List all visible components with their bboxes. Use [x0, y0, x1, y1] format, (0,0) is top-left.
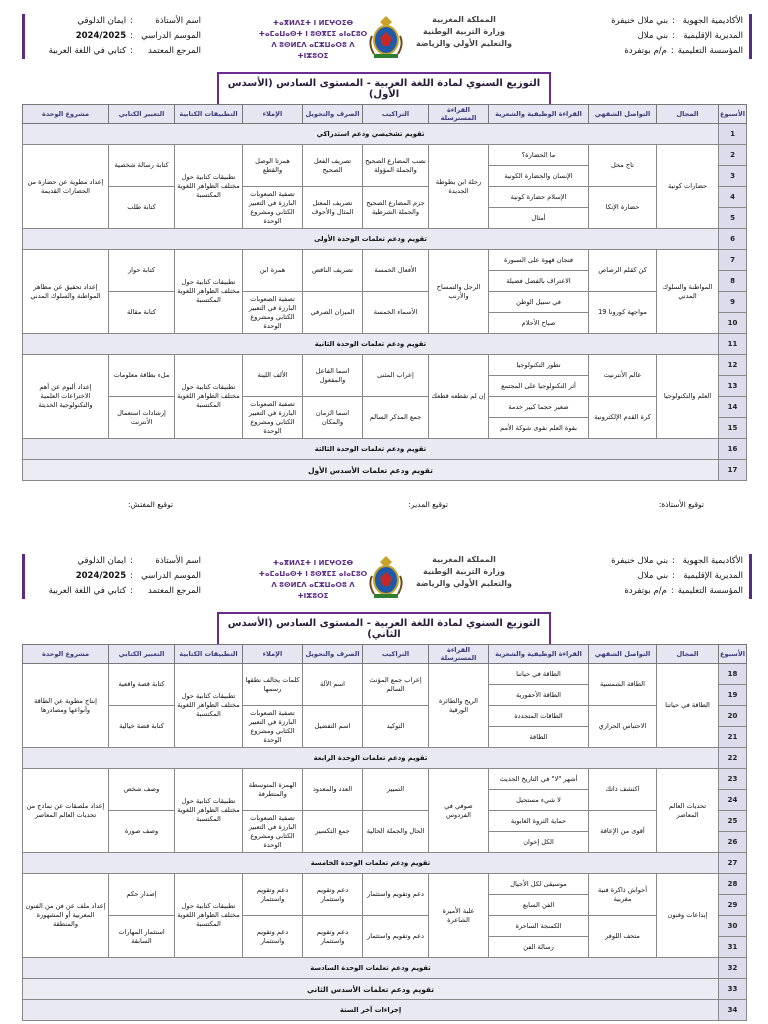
week-number-cell: 12	[719, 355, 747, 376]
info-text: والتعليم الأولي والرياضة	[416, 579, 512, 588]
info-text: ايمان الدلوقي	[77, 556, 127, 566]
table-header-row	[23, 645, 747, 664]
document-header	[0, 548, 768, 606]
table-cell: دعم وتقويم واستثمار	[363, 916, 429, 958]
info-row	[31, 584, 201, 599]
column-header: القراءة المسترسلة	[429, 645, 489, 664]
table-cell: تطبيقات كتابية حول مختلف الظواهر اللغوية المكتسبة	[175, 664, 243, 748]
info-text: ⵜⴰⴳⵍⴷⵉⵜ ⵏ ⵍⵎⵖⵔⵉⴱ	[272, 19, 354, 27]
info-label: المؤسسة التعليمية	[677, 586, 743, 596]
table-cell: الهمزة المتوسطة والمتطرفة	[243, 769, 303, 811]
table-cell: كرة القدم الإلكترونية	[589, 397, 657, 439]
table-cell: إنتاج مطوية عن الطاقة وأنواعها ومصادرها	[23, 664, 109, 748]
table-cell: تقويم ودعم تعلمات الوحدة السادسة	[23, 958, 719, 979]
table-cell: تقويم ودعم تعلمات الوحدة الخامسة	[23, 853, 719, 874]
table-cell: استثمار المهارات السابقة	[109, 916, 175, 958]
table-cell: تقويم ودعم تعلمات الوحدة الأولى	[23, 229, 719, 250]
table-cell: كتابة طلب	[109, 187, 175, 229]
table-cell: إن لم تقطعه قطعك	[429, 355, 489, 439]
table-cell: دعم وتقويم واستثمار	[363, 874, 429, 916]
teacher-signature-label: توقيع الأستاذة:	[658, 500, 704, 509]
column-header: القراءة الوظيفية والشعرية	[489, 105, 589, 124]
table-cell: تقويم ودعم تعلمات الوحدة الثانية	[23, 334, 719, 355]
semester-1-section	[0, 8, 768, 509]
table-cell: إعداد مطوية عن حضارة من الحضارات القديمة	[23, 145, 109, 229]
table-cell: إرشادات استعمال الأنترنت	[109, 397, 175, 439]
inspector-signature-label: توقيع المفتش:	[128, 500, 174, 509]
table-row	[23, 439, 747, 460]
column-header: الصرف والتحويل	[303, 105, 363, 124]
info-text: :	[670, 586, 674, 596]
moroccan-emblem-icon	[366, 554, 406, 600]
table-row	[23, 748, 747, 769]
table-cell: صغير حجما كبير خدمة	[489, 397, 589, 418]
table-row	[23, 664, 747, 685]
table-header-row	[23, 105, 747, 124]
table-cell: العدد والمعدود	[303, 769, 363, 811]
info-label: المرجع المعتمد	[148, 586, 201, 596]
info-text: ⵜⴰⵎⴰⵡⴰⵙⵜ ⵏ ⵓⵙⴳⵎⵉ ⴰⵏⴰⵎⵓⵔ	[258, 30, 368, 38]
info-text: م/م بوتفردة	[624, 586, 667, 596]
table-cell: ملء بطاقة معلومات	[109, 355, 175, 397]
table-row	[23, 334, 747, 355]
table-row	[23, 1000, 747, 1021]
info-row	[31, 14, 201, 29]
table-cell: علبة الأميرة الشاعرة	[429, 874, 489, 958]
ministry-logo-block	[258, 554, 514, 602]
week-number-cell: 30	[719, 916, 747, 937]
table-cell: تصفية الصعوبات البارزة في التعبير الكتابي ومشروع الوحدة	[243, 811, 303, 853]
table-cell: أقوى من الإعاقة	[589, 811, 657, 853]
semester-2-table	[22, 644, 747, 1021]
info-text: ⵜⴰⴳⵍⴷⵉⵜ ⵏ ⵍⵎⵖⵔⵉⴱ	[272, 559, 354, 567]
info-text: :	[672, 571, 675, 581]
table-cell: تطبيقات كتابية حول مختلف الظواهر اللغوية المكتسبة	[175, 145, 243, 229]
table-cell: دعم وتقويم واستثمار	[243, 874, 303, 916]
table-cell: كتابة حوار	[109, 250, 175, 292]
column-header: التطبيقات الكتابية	[175, 645, 243, 664]
table-cell: تصفية الصعوبات البارزة في التعبير الكتابي ومشروع الوحدة	[243, 292, 303, 334]
info-label: اسم الأستاذة	[155, 556, 201, 566]
info-text: :	[130, 16, 133, 26]
week-number-cell: 28	[719, 874, 747, 895]
table-cell: أمثال	[489, 208, 589, 229]
table-cell: لا شيء مستحيل	[489, 790, 589, 811]
column-header: القراءة الوظيفية والشعرية	[489, 645, 589, 664]
column-header: التعبير الكتابي	[109, 105, 175, 124]
column-header: التراكيب	[363, 105, 429, 124]
table-cell: نصب المضارع الصحيح والجملة المؤولة	[363, 145, 429, 187]
table-cell: همزة ابن	[243, 250, 303, 292]
week-number-cell: 13	[719, 376, 747, 397]
week-number-cell: 26	[719, 832, 747, 853]
info-label: الأكاديمية الجهوية	[682, 556, 743, 566]
table-cell: إبداعات وفنون	[657, 874, 719, 958]
week-number-cell: 3	[719, 166, 747, 187]
week-number-cell: 4	[719, 187, 747, 208]
info-text: 2024/2025	[75, 571, 127, 581]
table-cell: همزتا الوصل والقطع	[243, 145, 303, 187]
column-header: مشروع الوحدة	[23, 645, 109, 664]
week-number-cell: 2	[719, 145, 747, 166]
table-cell: التمييز	[363, 769, 429, 811]
column-header: مشروع الوحدة	[23, 105, 109, 124]
table-cell: إعراب جمع المؤنث السالم	[363, 664, 429, 706]
table-cell: حماية الثروة الغابوية	[489, 811, 589, 832]
table-row	[23, 958, 747, 979]
table-cell: صوفي في الفردوس	[429, 769, 489, 853]
table-cell: حضارات كونية	[657, 145, 719, 229]
table-cell: كتابة مقالة	[109, 292, 175, 334]
director-signature-label: توقيع المدير:	[408, 500, 448, 509]
info-text: ⴷ ⵓⵙⵍⵎⴷ ⴰⵎⵣⵡⴰⵔⵓ ⴷ ⵜⵏⵣⵓⵔⵉ	[271, 581, 355, 600]
week-number-cell: 20	[719, 706, 747, 727]
table-cell: الطاقة	[489, 727, 589, 748]
table-cell: الإنسان والحضارة الكونية	[489, 166, 589, 187]
table-cell: الطاقات المتجددة	[489, 706, 589, 727]
table-cell: جمع التكسير	[303, 811, 363, 853]
info-text: كتابي في اللغة العربية	[48, 586, 127, 596]
week-number-cell: 19	[719, 685, 747, 706]
week-number-cell: 27	[719, 853, 747, 874]
table-cell: الحال والجملة الحالية	[363, 811, 429, 853]
info-row	[563, 554, 743, 569]
info-text: 2024/2025	[75, 31, 127, 41]
table-cell: الكمنجة الساحرة	[489, 916, 589, 937]
table-cell: كتابة قصة واقعية	[109, 664, 175, 706]
table-row	[23, 769, 747, 790]
table-cell: الألف اللينة	[243, 355, 303, 397]
info-text: والتعليم الأولي والرياضة	[416, 39, 512, 48]
info-text: بني ملال	[637, 31, 669, 41]
table-row	[23, 124, 747, 145]
table-cell: في سبيل الوطن	[489, 292, 589, 313]
info-label: اسم الأستاذة	[155, 16, 201, 26]
table-cell: تطبيقات كتابية حول مختلف الظواهر اللغوية المكتسبة	[175, 874, 243, 958]
table-cell: تصفية الصعوبات البارزة في التعبير الكتابي ومشروع الوحدة	[243, 397, 303, 439]
table-row	[23, 355, 747, 376]
table-row	[23, 187, 747, 208]
ministry-name-tifinagh	[258, 18, 368, 62]
week-number-cell: 5	[719, 208, 747, 229]
info-text: ايمان الدلوقي	[77, 16, 127, 26]
week-number-cell: 34	[719, 1000, 747, 1021]
week-number-cell: 10	[719, 313, 747, 334]
week-number-cell: 32	[719, 958, 747, 979]
table-cell: الاعتراف بالفضل فضيلة	[489, 271, 589, 292]
document-header	[0, 8, 768, 66]
info-text: م/م بوتفردة	[624, 46, 667, 56]
moroccan-emblem-icon	[366, 14, 406, 60]
table-cell: فنجان قهوة على السبورة	[489, 250, 589, 271]
info-text: :	[670, 46, 674, 56]
table-row	[23, 229, 747, 250]
ministry-name-arabic	[414, 14, 514, 50]
table-cell: إصدار حكم	[109, 874, 175, 916]
table-row	[23, 292, 747, 313]
table-cell: دعم وتقويم واستثمار	[303, 874, 363, 916]
table-cell: بقوة العلم نقوى شوكة الأمم	[489, 418, 589, 439]
column-header: التواصل الشفهي	[589, 645, 657, 664]
column-header: الأسبوع	[719, 105, 747, 124]
table-cell: الإسلام حضارة كونية	[489, 187, 589, 208]
table-row	[23, 853, 747, 874]
table-cell: الرجل والتمساح والأرنب	[429, 250, 489, 334]
column-header: الصرف والتحويل	[303, 645, 363, 664]
table-cell: تصريف الناقص	[303, 250, 363, 292]
info-label: المديرية الإقليمية	[683, 31, 743, 41]
table-cell: الأفعال الخمسة	[363, 250, 429, 292]
table-cell: أثر التكنولوجيا على المجتمع	[489, 376, 589, 397]
table-cell: إعداد ملف عن فن من الفنون المغربية أو المشهورة والمنطقة	[23, 874, 109, 958]
info-row	[563, 569, 743, 584]
week-number-cell: 14	[719, 397, 747, 418]
week-number-cell: 8	[719, 271, 747, 292]
table-cell: إعداد تحقيق عن مظاهر المواطنة والسلوك المدني	[23, 250, 109, 334]
info-text: بني ملال	[637, 571, 669, 581]
info-text: :	[130, 571, 133, 581]
table-cell: الاحتباس الحراري	[589, 706, 657, 748]
table-cell: اسما الفاعل والمفعول	[303, 355, 363, 397]
table-row	[23, 874, 747, 895]
table-cell: دعم وتقويم واستثمار	[243, 916, 303, 958]
info-text: المملكة المغربية	[432, 555, 496, 564]
semester-2-title: التوزيع السنوي لمادة اللغة العربية - المستوى السادس (الأسدس الثاني)	[217, 612, 551, 647]
table-cell: تصفية الصعوبات البارزة في التعبير الكتابي ومشروع الوحدة	[243, 187, 303, 229]
info-label: الموسم الدراسي	[141, 31, 201, 41]
week-number-cell: 16	[719, 439, 747, 460]
week-number-cell: 29	[719, 895, 747, 916]
table-cell: أحواش ذاكرة فنية مغربية	[589, 874, 657, 916]
table-row	[23, 460, 747, 481]
week-number-cell: 18	[719, 664, 747, 685]
ministry-logo-block	[258, 14, 514, 62]
info-row	[563, 44, 743, 59]
table-cell: إجراءات آخر السنة	[23, 1000, 719, 1021]
info-text: بني ملال خنيفرة	[611, 556, 669, 566]
info-row	[563, 29, 743, 44]
table-cell: تطبيقات كتابية حول مختلف الظواهر اللغوية المكتسبة	[175, 355, 243, 439]
info-text: ⵜⴰⵎⴰⵡⴰⵙⵜ ⵏ ⵓⵙⴳⵎⵉ ⴰⵏⴰⵎⵓⵔ	[258, 570, 368, 578]
table-cell: اسما الزمان والمكان	[303, 397, 363, 439]
table-cell: دعم وتقويم واستثمار	[303, 916, 363, 958]
info-text: المملكة المغربية	[432, 15, 496, 24]
table-cell: الطاقة في حياتنا	[489, 664, 589, 685]
table-cell: كتابة قصة خيالية	[109, 706, 175, 748]
table-cell: تصفية الصعوبات البارزة في التعبير الكتابي ومشروع الوحدة	[243, 706, 303, 748]
week-number-cell: 31	[719, 937, 747, 958]
column-header: القراءة المسترسلة	[429, 105, 489, 124]
table-cell: الكل إخوان	[489, 832, 589, 853]
table-cell: العلم والتكنولوجيا	[657, 355, 719, 439]
info-text: :	[672, 31, 675, 41]
info-text: :	[130, 46, 133, 56]
table-cell: الأسماء الخمسة	[363, 292, 429, 334]
table-cell: متحف اللوفر	[589, 916, 657, 958]
info-row	[563, 584, 743, 599]
info-row	[31, 569, 201, 584]
week-number-cell: 24	[719, 790, 747, 811]
week-number-cell: 17	[719, 460, 747, 481]
table-cell: تقويم ودعم تعلمات الأسدس الثاني	[23, 979, 719, 1000]
table-cell: تقويم تشخيصي ودعم استدراكي	[23, 124, 719, 145]
table-cell: اسم الآلة	[303, 664, 363, 706]
semester-1-title: التوزيع السنوي لمادة اللغة العربية - المستوى السادس (الأسدس الأول)	[217, 72, 551, 107]
table-cell: حضارة الإنكا	[589, 187, 657, 229]
table-cell: تاج محل	[589, 145, 657, 187]
table-cell: تقويم ودعم تعلمات الوحدة الرابعة	[23, 748, 719, 769]
table-cell: ما الحضارة؟	[489, 145, 589, 166]
info-label: الأكاديمية الجهوية	[682, 16, 743, 26]
table-cell: تطبيقات كتابية حول مختلف الظواهر اللغوية المكتسبة	[175, 769, 243, 853]
week-number-cell: 33	[719, 979, 747, 1000]
table-cell: مواجهة كورونا 19	[589, 292, 657, 334]
column-header: التواصل الشفهي	[589, 105, 657, 124]
teacher-info	[22, 554, 201, 599]
table-cell: تصريف الفعل الصحيح	[303, 145, 363, 187]
info-text: وزارة التربية الوطنية	[422, 567, 505, 576]
table-cell: كن كقلم الرصاص	[589, 250, 657, 292]
info-row	[31, 554, 201, 569]
table-cell: كلمات يخالف نطقها رسمها	[243, 664, 303, 706]
info-text: :	[672, 556, 675, 566]
table-row	[23, 979, 747, 1000]
table-cell: رحلة ابن بطوطة الجديدة	[429, 145, 489, 229]
week-number-cell: 9	[719, 292, 747, 313]
table-cell: تطور التكنولوجيا	[489, 355, 589, 376]
table-row	[23, 397, 747, 418]
week-number-cell: 23	[719, 769, 747, 790]
table-cell: المواطنة والسلوك المدني	[657, 250, 719, 334]
info-label: الموسم الدراسي	[141, 571, 201, 581]
column-header: الإملاء	[243, 645, 303, 664]
institution-info	[563, 14, 752, 59]
table-cell: رسالة الفن	[489, 937, 589, 958]
table-cell: أشهر "لا" في التاريخ الحديث	[489, 769, 589, 790]
teacher-info	[22, 14, 201, 59]
table-row	[23, 706, 747, 727]
info-text: وزارة التربية الوطنية	[422, 27, 505, 36]
info-label: المديرية الإقليمية	[683, 571, 743, 581]
column-header: المجال	[657, 105, 719, 124]
week-number-cell: 7	[719, 250, 747, 271]
week-number-cell: 21	[719, 727, 747, 748]
table-cell: إعداد ملصقات عن نماذج من تحديات العالم المعاصر	[23, 769, 109, 853]
table-cell: جزم المضارع الصحيح والجملة الشرطية	[363, 187, 429, 229]
table-cell: الريح والطائرة الورقية	[429, 664, 489, 748]
institution-info	[563, 554, 752, 599]
table-cell: صباح الأحلام	[489, 313, 589, 334]
table-cell: تقويم ودعم تعلمات الوحدة الثالثة	[23, 439, 719, 460]
table-cell: الفن السابع	[489, 895, 589, 916]
table-cell: اكتشف ذاتك	[589, 769, 657, 811]
table-cell: وصف صورة	[109, 811, 175, 853]
week-number-cell: 11	[719, 334, 747, 355]
table-cell: اسم التفضيل	[303, 706, 363, 748]
table-cell: موسيقى لكل الأجيال	[489, 874, 589, 895]
table-cell: إعراب المثنى	[363, 355, 429, 397]
table-cell: إعداد ألبوم عن أهم الاختراعات العلمية والتكنولوجية الحديثة	[23, 355, 109, 439]
info-text: :	[130, 31, 133, 41]
ministry-name-tifinagh	[258, 558, 368, 602]
info-text: ⴷ ⵓⵙⵍⵎⴷ ⴰⵎⵣⵡⴰⵔⵓ ⴷ ⵜⵏⵣⵓⵔⵉ	[271, 41, 355, 60]
info-text: بني ملال خنيفرة	[611, 16, 669, 26]
info-text: كتابي في اللغة العربية	[48, 46, 127, 56]
table-cell: جمع المذكر السالم	[363, 397, 429, 439]
column-header: الإملاء	[243, 105, 303, 124]
semester-2-section	[0, 548, 768, 1014]
column-header: الأسبوع	[719, 645, 747, 664]
info-row	[31, 44, 201, 59]
table-cell: تصريف المعتل المثال والأجوف	[303, 187, 363, 229]
column-header: التطبيقات الكتابية	[175, 105, 243, 124]
week-number-cell: 6	[719, 229, 747, 250]
table-cell: عالم الأنترنيت	[589, 355, 657, 397]
info-row	[563, 14, 743, 29]
table-cell: التوكيد	[363, 706, 429, 748]
week-number-cell: 15	[719, 418, 747, 439]
info-text: :	[130, 556, 133, 566]
table-cell: تقويم ودعم تعلمات الأسدس الأول	[23, 460, 719, 481]
ministry-name-arabic	[414, 554, 514, 590]
info-text: :	[672, 16, 675, 26]
table-cell: تحديات العالم المعاصر	[657, 769, 719, 853]
info-label: المرجع المعتمد	[148, 46, 201, 56]
week-number-cell: 25	[719, 811, 747, 832]
week-number-cell: 22	[719, 748, 747, 769]
table-row	[23, 145, 747, 166]
table-cell: الطاقة الأحفورية	[489, 685, 589, 706]
column-header: التراكيب	[363, 645, 429, 664]
table-row	[23, 250, 747, 271]
info-text: :	[130, 586, 133, 596]
table-cell: الطاقة في حياتنا	[657, 664, 719, 748]
table-cell: الميزان الصرفي	[303, 292, 363, 334]
table-cell: تطبيقات كتابية حول مختلف الظواهر اللغوية المكتسبة	[175, 250, 243, 334]
info-row	[31, 29, 201, 44]
table-row	[23, 811, 747, 832]
info-label: المؤسسة التعليمية	[677, 46, 743, 56]
column-header: المجال	[657, 645, 719, 664]
semester-1-table	[22, 104, 747, 481]
week-number-cell: 1	[719, 124, 747, 145]
table-cell: الطاقة الشمسية	[589, 664, 657, 706]
table-cell: وصف شخص	[109, 769, 175, 811]
table-cell: كتابة رسالة شخصية	[109, 145, 175, 187]
table-row	[23, 916, 747, 937]
column-header: التعبير الكتابي	[109, 645, 175, 664]
